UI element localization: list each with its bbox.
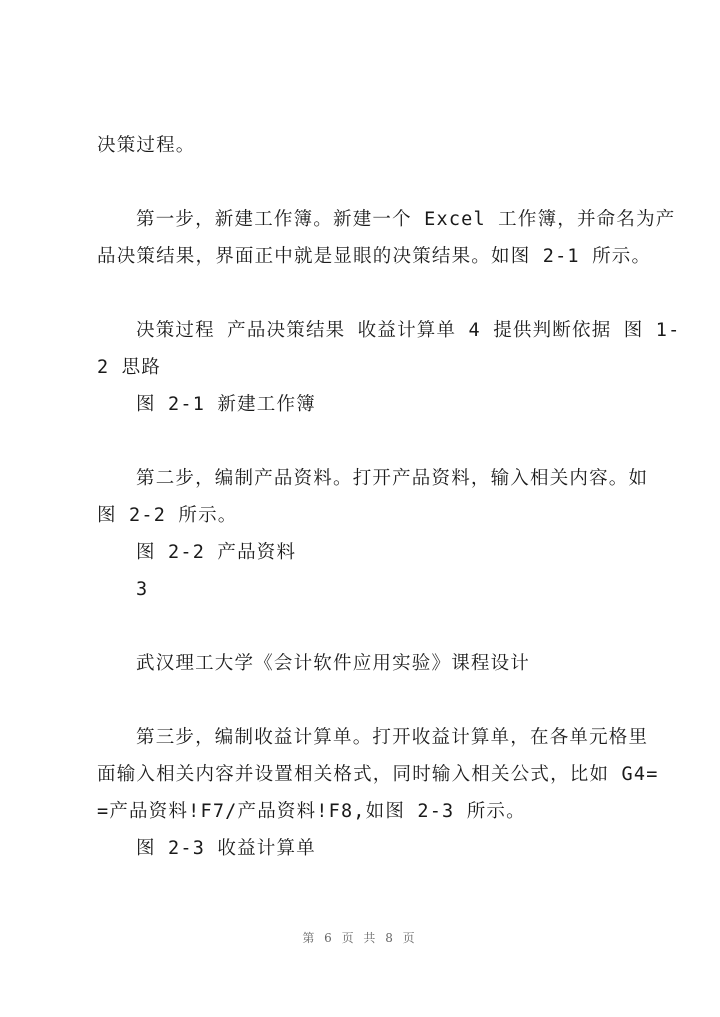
page-number-marker: 3 <box>136 579 149 600</box>
paragraph-step3-line3: =产品资料!F7/产品资料!F8,如图 2-3 所示。 <box>97 801 526 822</box>
paragraph-step1-line1: 第一步，新建工作簿。新建一个 Excel 工作簿，并命名为产 <box>136 209 676 230</box>
paragraph-step2-line2: 图 2-2 所示。 <box>97 505 238 526</box>
paragraph-step2-line1: 第二步，编制产品资料。打开产品资料，输入相关内容。如 <box>136 468 649 489</box>
paragraph-line: 决策过程。 <box>97 135 196 156</box>
paragraph-step3-line1: 第三步，编制收益计算单。打开收益计算单，在各单元格里 <box>136 727 649 748</box>
paragraph-step3-line2: 面输入相关内容并设置相关格式，同时输入相关公式，比如 G4= <box>97 764 659 785</box>
page-footer: 第 6 页 共 8 页 <box>302 931 418 945</box>
figure-caption-2-2: 图 2-2 产品资料 <box>136 542 297 563</box>
paragraph-step1-line2: 品决策结果，界面正中就是显眼的决策结果。如图 2-1 所示。 <box>97 246 652 267</box>
running-header: 武汉理工大学《会计软件应用实验》课程设计 <box>136 653 531 674</box>
diagram-caption-line1: 决策过程 产品决策结果 收益计算单 4 提供判断依据 图 1- <box>136 320 681 341</box>
figure-caption-2-3: 图 2-3 收益计算单 <box>136 838 316 859</box>
figure-caption-2-1: 图 2-1 新建工作簿 <box>136 394 316 415</box>
diagram-caption-line2: 2 思路 <box>97 357 162 378</box>
